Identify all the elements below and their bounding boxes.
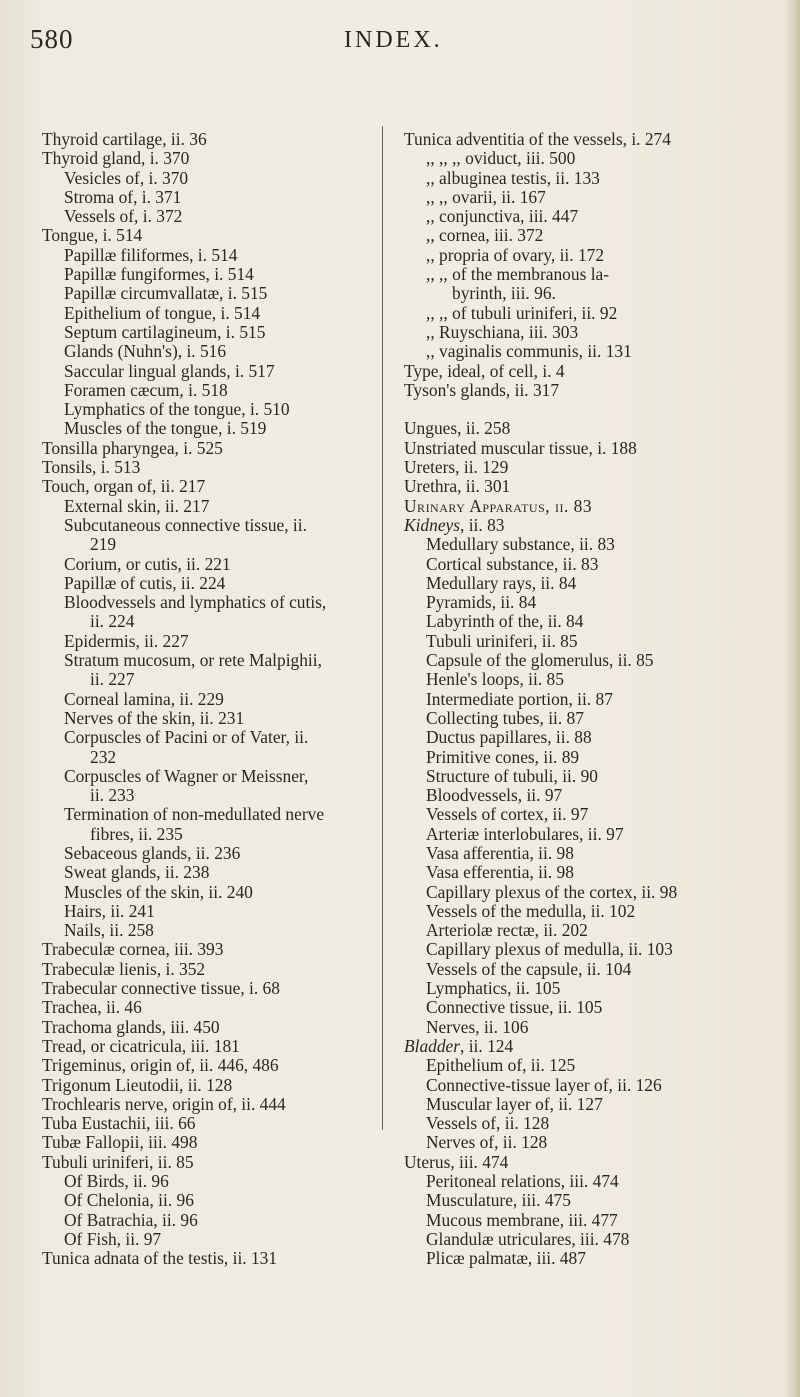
index-entry: Epithelium of, ii. 125 (426, 1055, 576, 1076)
index-entry: Sebaceous glands, ii. 236 (64, 842, 241, 863)
index-entry: Primitive cones, ii. 89 (426, 746, 580, 767)
running-title: INDEX. (344, 27, 443, 53)
index-entry: Of Chelonia, ii. 96 (64, 1190, 194, 1211)
index-column-right (404, 130, 790, 1269)
index-entry: Lymphatics of the tongue, i. 510 (64, 399, 290, 420)
index-entry: Tonsilla pharyngea, i. 525 (42, 437, 223, 458)
index-entry: Vessels of the capsule, ii. 104 (426, 958, 632, 979)
index-entry: Muscles of the tongue, i. 519 (64, 418, 267, 439)
index-entry: Glands (Nuhn's), i. 516 (64, 341, 227, 362)
index-entry: Vessels of, i. 372 (64, 206, 183, 227)
index-entry: Nerves of, ii. 128 (426, 1132, 548, 1153)
index-entry: ,, vaginalis communis, ii. 131 (426, 341, 632, 362)
index-entry: Papillæ of cutis, ii. 224 (64, 572, 226, 593)
index-entry: Corpuscles of Wagner or Meissner, (64, 765, 309, 786)
index-entry: Vasa efferentia, ii. 98 (426, 862, 574, 883)
index-entry: Vessels of, ii. 128 (426, 1113, 550, 1134)
index-entry: Corneal lamina, ii. 229 (64, 688, 224, 709)
index-entry: Epidermis, ii. 227 (64, 630, 189, 651)
index-entry: Ungues, ii. 258 (404, 418, 511, 439)
index-entry: Septum cartilagineum, i. 515 (64, 321, 266, 342)
index-entry: Corium, or cutis, ii. 221 (64, 553, 231, 574)
index-entry: Capillary plexus of the cortex, ii. 98 (426, 881, 678, 902)
index-entry: Vesicles of, i. 370 (64, 167, 189, 188)
index-entry: Ureters, ii. 129 (404, 457, 509, 478)
index-entry: Corpuscles of Pacini or of Vater, ii. (64, 727, 309, 748)
index-entry: ii. 227 (90, 669, 135, 690)
index-entry: ,, ,, of tubuli uriniferi, ii. 92 (426, 302, 618, 323)
index-entry: Saccular lingual glands, i. 517 (64, 360, 275, 381)
index-entry: Tubæ Fallopii, iii. 498 (42, 1132, 198, 1153)
index-entry: 232 (90, 746, 117, 767)
index-entry: External skin, ii. 217 (64, 495, 210, 516)
index-entry: Nerves, ii. 106 (426, 1016, 529, 1037)
index-entry: Thyroid gland, i. 370 (42, 148, 190, 169)
index-entry: Cortical substance, ii. 83 (426, 553, 599, 574)
index-entry: Trachea, ii. 46 (42, 997, 142, 1018)
index-entry: Tubuli uriniferi, ii. 85 (426, 630, 578, 651)
index-entry: Connective-tissue layer of, ii. 126 (426, 1074, 662, 1095)
index-entry: Of Batrachia, ii. 96 (64, 1209, 198, 1230)
index-entry: Bloodvessels, ii. 97 (426, 785, 563, 806)
index-entry: Tunica adnata of the testis, ii. 131 (42, 1248, 278, 1269)
column-divider (382, 126, 383, 1130)
index-entry: Peritoneal relations, iii. 474 (426, 1171, 619, 1192)
index-entry: Papillæ fungiformes, i. 514 (64, 264, 254, 285)
index-entry: Uterus, iii. 474 (404, 1151, 509, 1172)
index-entry: ,, albuginea testis, ii. 133 (426, 167, 600, 188)
index-entry: Tunica adventitia of the vessels, i. 274 (404, 129, 671, 149)
index-entry: Vasa afferentia, ii. 98 (426, 842, 574, 863)
index-entry: Collecting tubes, ii. 87 (426, 707, 584, 728)
index-entry: Labyrinth of the, ii. 84 (426, 611, 584, 632)
index-entry: Tread, or cicatricula, iii. 181 (42, 1035, 240, 1056)
index-entry: ,, ,, of the membranous la- (426, 264, 610, 285)
index-entry: Capsule of the glomerulus, ii. 85 (426, 650, 654, 671)
index-entry: Hairs, ii. 241 (64, 900, 155, 921)
index-entry: Connective tissue, ii. 105 (426, 997, 603, 1018)
index-entry: ,, ,, ,, oviduct, iii. 500 (426, 148, 576, 169)
index-entry: Vessels of cortex, ii. 97 (426, 804, 589, 825)
index-entry: fibres, ii. 235 (90, 823, 183, 844)
index-entry: Medullary rays, ii. 84 (426, 572, 577, 593)
index-entry: Bladder, ii. 124 (404, 1035, 514, 1056)
index-entry: Tyson's glands, ii. 317 (404, 379, 560, 400)
index-entry: Tubuli uriniferi, ii. 85 (42, 1151, 194, 1172)
index-entry: Thyroid cartilage, ii. 36 (42, 129, 207, 149)
index-entry: Trochlearis nerve, origin of, ii. 444 (42, 1093, 286, 1114)
index-entry: Trigonum Lieutodii, ii. 128 (42, 1074, 233, 1095)
index-entry: Lymphatics, ii. 105 (426, 978, 561, 999)
index-entry: Urethra, ii. 301 (404, 476, 511, 497)
index-entry: Kidneys, ii. 83 (404, 514, 505, 535)
index-entry: Tuba Eustachii, iii. 66 (42, 1113, 196, 1134)
index-entry: Tonsils, i. 513 (42, 457, 141, 478)
index-entry: Vessels of the medulla, ii. 102 (426, 900, 636, 921)
index-entry: ,, Ruyschiana, iii. 303 (426, 321, 579, 342)
index-entry: Muscular layer of, ii. 127 (426, 1093, 603, 1114)
index-entry: Henle's loops, ii. 85 (426, 669, 564, 690)
index-entry: Capillary plexus of medulla, ii. 103 (426, 939, 673, 960)
index-entry: Mucous membrane, iii. 477 (426, 1209, 618, 1230)
index-entry: Muscles of the skin, ii. 240 (64, 881, 253, 902)
index-entry: Unstriated muscular tissue, i. 188 (404, 437, 637, 458)
index-entry: Touch, organ of, ii. 217 (42, 476, 206, 497)
index-entry: Papillæ filiformes, i. 514 (64, 244, 238, 265)
index-entry: Urinary Apparatus, ii. 83 (404, 495, 593, 516)
index-entry: Trigeminus, origin of, ii. 446, 486 (42, 1055, 279, 1076)
index-entry: Nails, ii. 258 (64, 920, 154, 941)
index-entry: Trabeculæ lienis, i. 352 (42, 958, 206, 979)
index-entry: Subcutaneous connective tissue, ii. (64, 514, 307, 535)
index-entry: Intermediate portion, ii. 87 (426, 688, 613, 709)
index-entry: Stratum mucosum, or rete Malpighii, (64, 650, 322, 671)
index-entry: Nerves of the skin, ii. 231 (64, 707, 245, 728)
index-entry: ii. 233 (90, 785, 135, 806)
index-entry: Papillæ circumvallatæ, i. 515 (64, 283, 268, 304)
index-entry: Foramen cæcum, i. 518 (64, 379, 228, 400)
index-entry: Pyramids, ii. 84 (426, 592, 537, 613)
index-entry: Glandulæ utriculares, iii. 478 (426, 1228, 630, 1249)
index-entry: ii. 224 (90, 611, 135, 632)
index-entry: Bloodvessels and lymphatics of cutis, (64, 592, 327, 613)
index-entry: ,, cornea, iii. 372 (426, 225, 544, 246)
index-entry: Structure of tubuli, ii. 90 (426, 765, 598, 786)
index-entry: ,, conjunctiva, iii. 447 (426, 206, 579, 227)
index-entry: Plicæ palmatæ, iii. 487 (426, 1248, 586, 1269)
index-entry: Of Birds, ii. 96 (64, 1171, 169, 1192)
page-number: 580 (30, 24, 74, 54)
index-entry: Arteriolæ rectæ, ii. 202 (426, 920, 588, 941)
index-entry: ,, ,, ovarii, ii. 167 (426, 186, 546, 207)
index-entry: Sweat glands, ii. 238 (64, 862, 210, 883)
index-entry: Trabeculæ cornea, iii. 393 (42, 939, 224, 960)
index-entry: Termination of non-medullated nerve (64, 804, 325, 825)
index-entry: Of Fish, ii. 97 (64, 1228, 162, 1249)
index-column-left (42, 130, 367, 1269)
index-entry: Arteriæ interlobulares, ii. 97 (426, 823, 624, 844)
page-header (0, 24, 800, 64)
index-entry: 219 (90, 534, 117, 555)
index-entry: byrinth, iii. 96. (452, 283, 556, 304)
index-entry: Trabecular connective tissue, i. 68 (42, 978, 280, 999)
index-entry: Ductus papillares, ii. 88 (426, 727, 592, 748)
index-entry: Medullary substance, ii. 83 (426, 534, 615, 555)
index-entry: Musculature, iii. 475 (426, 1190, 571, 1211)
index-entry: Tongue, i. 514 (42, 225, 143, 246)
index-entry: Trachoma glands, iii. 450 (42, 1016, 220, 1037)
index-entry: Stroma of, i. 371 (64, 186, 182, 207)
index-entry: ,, propria of ovary, ii. 172 (426, 244, 605, 265)
index-entry: Type, ideal, of cell, i. 4 (404, 360, 565, 381)
index-entry: Epithelium of tongue, i. 514 (64, 302, 261, 323)
